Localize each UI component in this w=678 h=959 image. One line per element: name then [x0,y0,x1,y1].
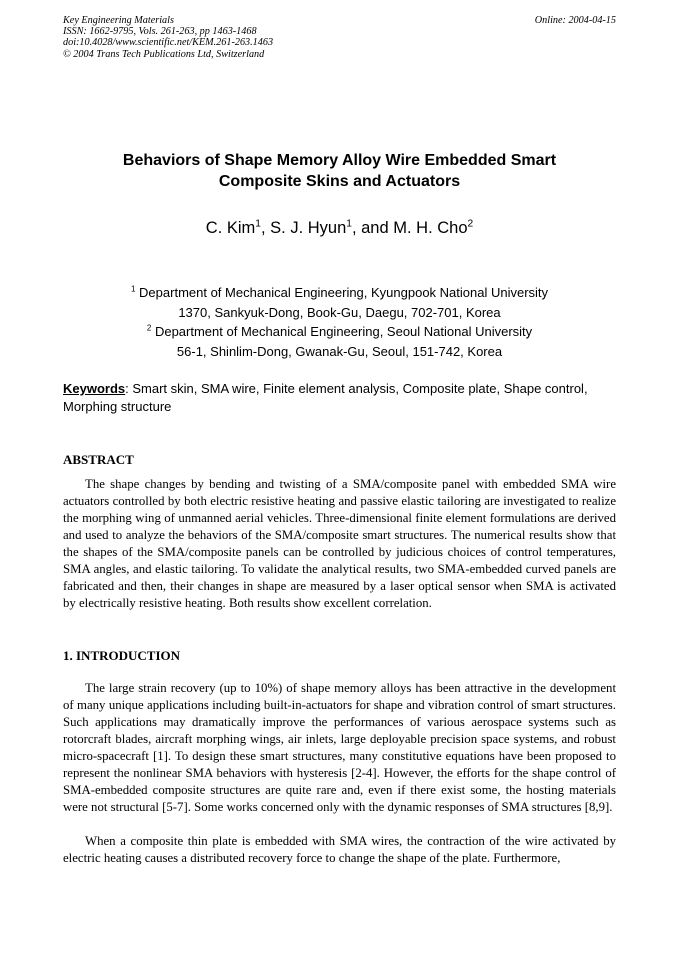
online-date: Online: 2004-04-15 [534,15,616,26]
affiliation-mark: 1 [130,284,136,294]
keywords-text: : Smart skin, SMA wire, Finite element analysis, Composite plate, Shape control, Morphing structure [63,381,588,414]
affiliation-2-line-1: $^2$ Department of Mechanical Engineering, Seoul National University [146,323,533,339]
abstract-text: The shape changes by bending and twisting of a SMA/composite panel with embedded SMA wire actuators controlled by both electric resistive heating and passive elastic tailoring are investigated to realize the morphing wing of unmanned aerial vehicles. Three-dimensional finite element formulations are derived and used to analyze the behaviors of the SMA/composite smart structures. The numerical results show that the shapes of the SMA/composite panels can be controlled by judicious choices of control temperatures, SMA angles, and elastic tailoring. To validate the analytical results, two SMA-embedded curved panels are fabricated and then, their changes in shape are measured by a laser optical sensor when SMA is activated by electrically resistive heating. Both results show excellent correlation. [63,477,616,610]
affiliation-mark: 2 [146,323,152,333]
keywords [63,380,616,416]
author-affil-mark: 2 [467,218,474,230]
header-left [63,15,616,60]
author-affil-mark: 1 [255,218,261,230]
author-separator: , [260,219,271,237]
author-name: S. J. Hyun [270,219,347,237]
issn-line: ISSN: 1662-9795, Vols. 261-263, pp 1463-1468 [63,26,257,38]
affiliation-1-line-1: $^1$ Department of Mechanical Engineering, Kyungpook National University [130,284,549,300]
affiliation-2-line-2: 56-1, Shinlim-Dong, Gwanak-Gu, Seoul, 151-742, Korea [176,343,503,359]
paper-title [63,150,616,192]
doi-line: doi:10.4028/www.scientific.net/KEM.261-263.1463 [63,37,274,49]
introduction-heading: 1. INTRODUCTION [63,648,181,663]
title-line-1: Behaviors of Shape Memory Alloy Wire Embedded Smart [122,152,557,169]
author-list [63,217,616,239]
affiliation-1-line-2: 1370, Sankyuk-Dong, Book-Gu, Daegu, 702-701, Korea [178,304,501,320]
author-separator: , and [351,219,394,237]
abstract-heading: ABSTRACT [63,452,134,467]
introduction-paragraph-2: When a composite thin plate is embedded with SMA wires, the contraction of the wire activated by electric heating causes a distributed recovery force to change the shape of the plate. Furthermore, [63,834,616,865]
copyright-line: © 2004 Trans Tech Publications Ltd, Switzerland [63,48,265,60]
introduction-paragraph-1: The large strain recovery (up to 10%) of shape memory alloys has been attractive in the development of many unique applications including built-in-actuators for shape and vibration control of smart structures. Such applications may dramatically improve the performances of various aerospace systems such as rotorcraft blades, aircraft morphing wings, air inlets, large deployable precision space systems, and robust micro-spacecraft [1]. To design these smart structures, many constitutive equations have been proposed to represent the nonlinear SMA behaviors with hysteresis [2-4]. However, the efforts for the shape control of SMA-embedded composite structures are quite rare and, even if there exist some, the hosting materials were not structural [5-7]. Some works concerned only with the dynamic responses of SMA structures [8,9]. [63,681,616,814]
journal-header [63,15,616,60]
journal-name: Key Engineering Materials [63,15,174,26]
keywords-label: Keywords [63,381,126,396]
title-line-2: Composite Skins and Actuators [218,173,461,190]
affiliations [63,283,616,361]
author-name: M. H. Cho [393,219,468,237]
author-affil-mark: 1 [346,218,352,230]
author-name: C. Kim [205,219,256,237]
